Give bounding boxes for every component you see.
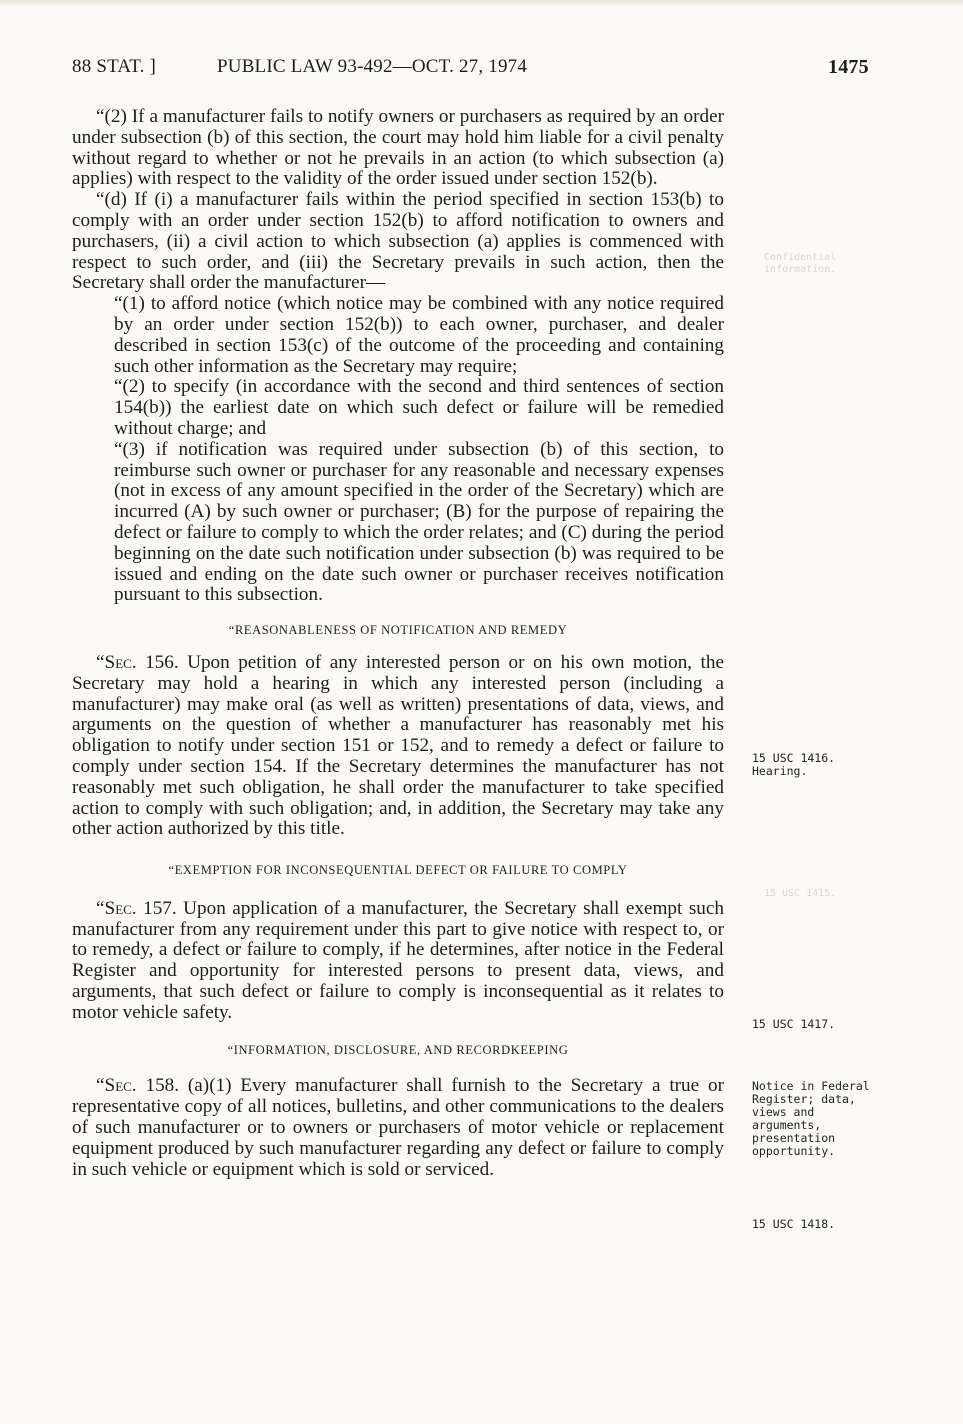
section-heading-158: “INFORMATION, DISCLOSURE, AND RECORDKEEPING — [227, 1042, 569, 1057]
margin-note-1418: 15 USC 1418. — [752, 1217, 836, 1231]
margin-note-federal-register: Notice in Federal Register; data, views and arguments, presentation opportunity. — [752, 1079, 870, 1158]
section-156-text: 156. Upon petition of any interested person or on his own motion, the Secretary may hold a hearing in which any interested person (including a manufacturer) may make oral (as well as written) presentations of data, views, and arguments on the question of whether a manufacturer has reasonably met his obligation to notify under section 151 or 152, and to remedy a defect or failure to comply under section 154. If the Secretary determines the manufacturer has not reasonably met such obligation, he shall order the manufacturer to take specified action to comply with such obligation; and, in addition, the Secretary may take any other action authorized by this title. — [72, 651, 724, 840]
section-157-text: 157. Upon application of a manufacturer, the Secretary shall exempt such manufacturer from any requirement under this part to give notice with respect to, or to remedy, a defect or failure to comply, if he determines, after notice in the Federal Register and opportunity for interested persons to present data, views, and arguments, that such defect or failure to comply is inconsequential as it relates to motor vehicle safety. — [72, 897, 724, 1023]
bleed-through-note: 15 USC 1415. — [764, 888, 837, 899]
paragraph-d: “(d) If (i) a manufacturer fails within the period specified in section 153(b) to comply with an order under section 152(b) to afford notification to owners and purchasers, (ii) a civil action to which subsection (a) applies is commenced with respect to such order, and (iii) the Secretary prevails in such action, then the Secretary shall order the manufacturer— — [72, 189, 724, 294]
list-item-3: “(3) if notification was required under subsection (b) of this section, to reimburse such owner or purchaser for any reasonable and necessary expenses (not in excess of any amount specified in the order of the Secretary) which are incurred (A) by such owner or purchaser; (B) for the purpose of repairing the defect or failure to comply to which the order relates; and (C) during the period beginning on the date such notification under subsection (b) was required to be issued and ending on the date such owner or purchaser receives notification pursuant to this subsection. — [114, 438, 724, 606]
paragraph-c2: “(2) If a manufacturer fails to notify owners or purchasers as required by an order under subsection (b) of this section, the court may hold him liable for a civil penalty without regard to whether or not he prevails in an action (to which subsection (a) applies) with respect to the validity of the order issued under section 152(b). — [72, 106, 724, 190]
section-156 — [72, 653, 724, 840]
section-heading-156: “REASONABLENESS OF NOTIFICATION AND REMEDY — [228, 623, 568, 638]
page-number: 1475 — [828, 56, 869, 78]
list-item-2: “(2) to specify (in accordance with the second and third sentences of section 154(b)) the earliest date on which such defect or failure will be remedied without charge; and — [114, 376, 724, 439]
section-158 — [72, 1076, 724, 1180]
margin-note-1417: 15 USC 1417. — [752, 1017, 836, 1031]
list-item-1: “(1) to afford notice (which notice may be combined with any notice required by an order under section 152(b)) to each owner, purchaser, and dealer described in section 153(c) of the outcome of the proceeding and containing such other information as the Secretary may require; — [114, 293, 724, 377]
sec-label: “Sec. — [96, 651, 137, 673]
volume-citation: 88 STAT. ] — [72, 56, 157, 77]
bleed-through-note: Confidential information. — [764, 252, 837, 275]
section-158-text: 158. (a)(1) Every manufacturer shall furnish to the Secretary a true or representative copy of all notices, bulletins, and other communications to the dealers of such manufacturer or to owners or purchasers of motor vehicle or replacement equipment produced by such manufacturer regarding any defect or failure to comply in such vehicle or equipment which is sold or serviced. — [72, 1075, 724, 1180]
section-157 — [72, 899, 724, 1024]
running-title: PUBLIC LAW 93-492—OCT. 27, 1974 — [217, 56, 528, 77]
page-edge-shadow — [0, 0, 963, 8]
statute-body — [72, 107, 724, 1180]
sec-label: “Sec. — [96, 1075, 137, 1097]
section-heading-157: “EXEMPTION FOR INCONSEQUENTIAL DEFECT OR FAILURE TO COMPLY — [168, 863, 628, 878]
margin-note-1416: 15 USC 1416. Hearing. — [752, 751, 836, 778]
sec-label: “Sec. — [96, 897, 137, 919]
